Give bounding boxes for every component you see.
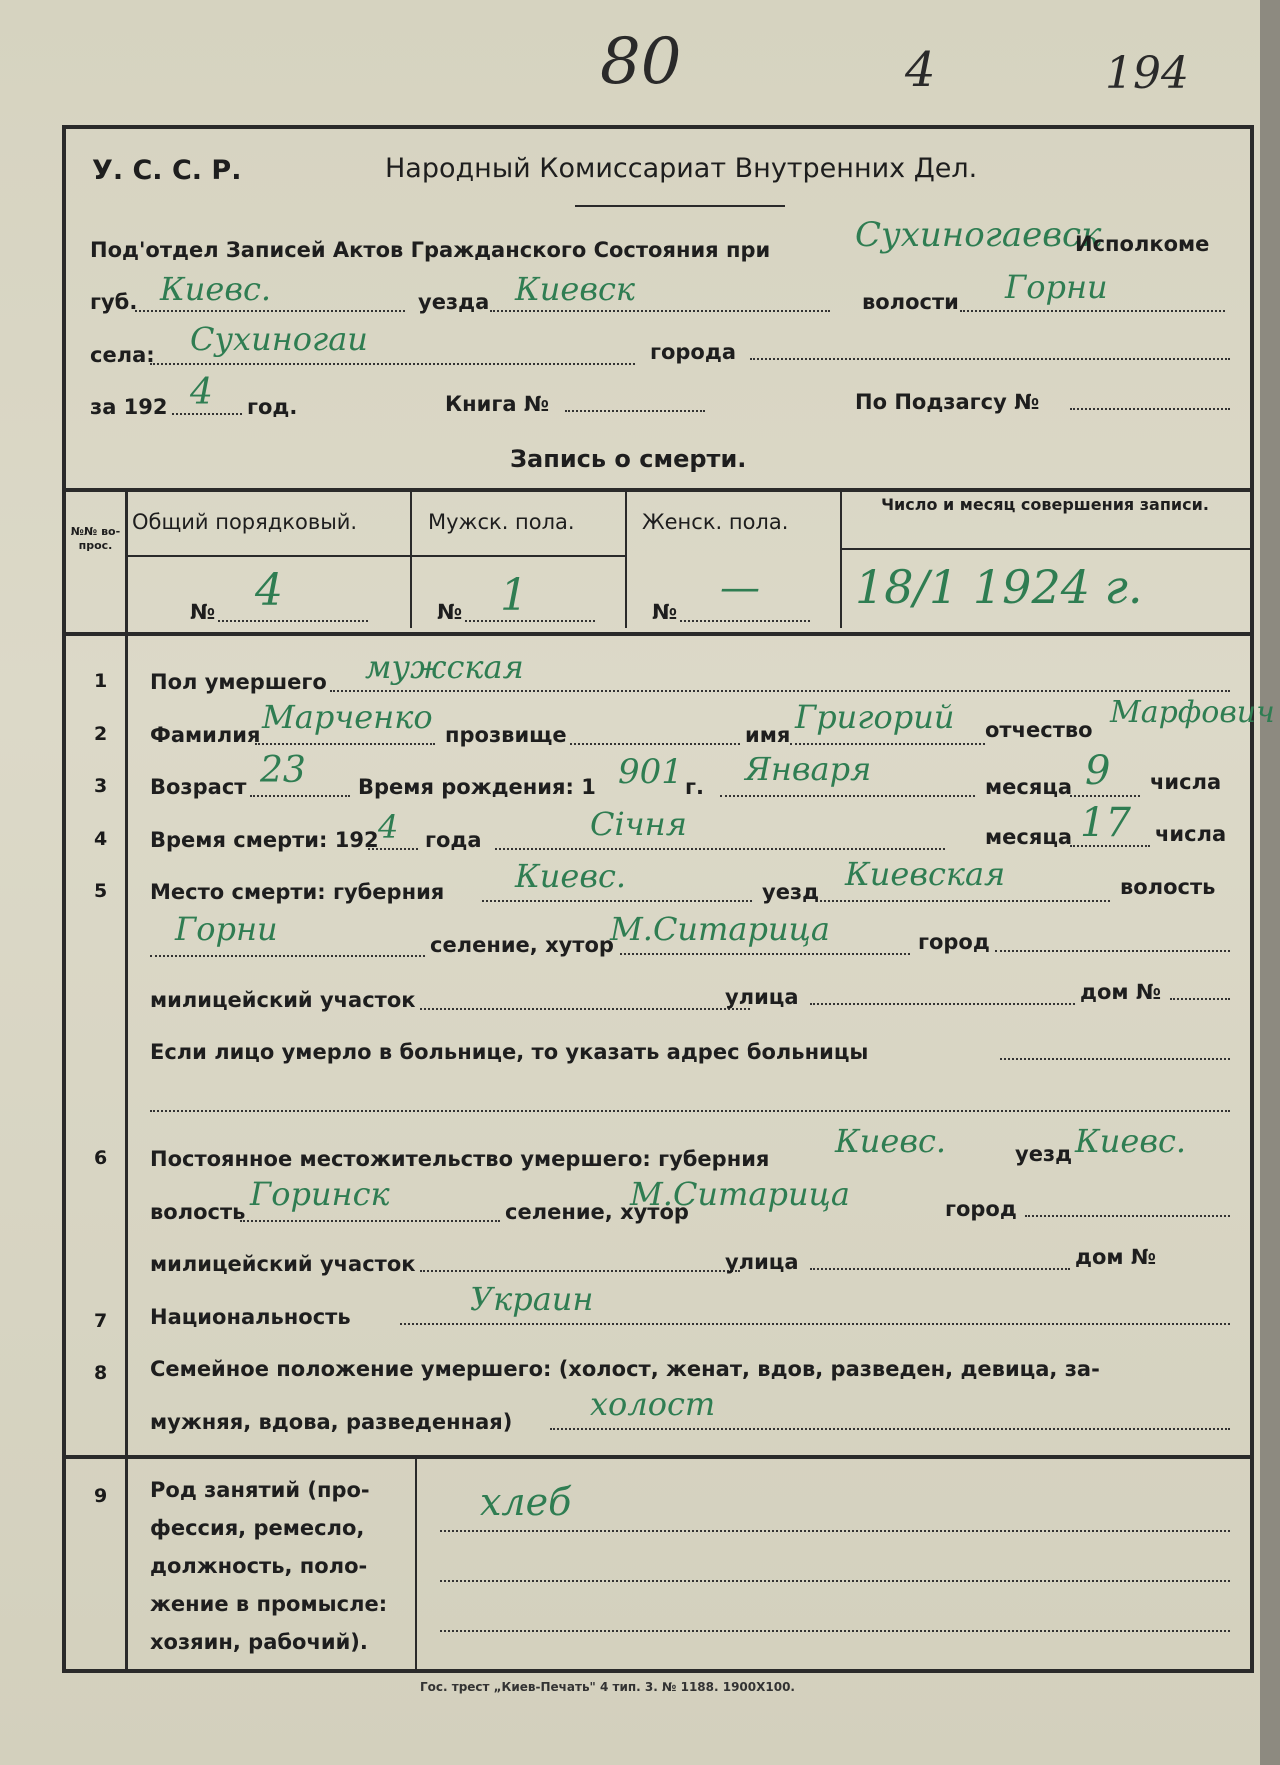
birth-g-label: г. xyxy=(685,775,704,799)
nickname-label: прозвище xyxy=(445,723,567,747)
death-gub-hw: Киевс. xyxy=(515,857,627,895)
row-number: 6 xyxy=(94,1147,108,1169)
death-volost-hw: Горни xyxy=(175,910,278,948)
gorod-label: города xyxy=(650,340,736,364)
header-divider xyxy=(575,205,785,207)
residence-street-label: улица xyxy=(725,1250,799,1274)
ispolkom-label: Исполкоме xyxy=(1075,232,1210,256)
column-male-label: Мужск. пола. xyxy=(428,510,575,534)
death-day-label: числа xyxy=(1155,822,1227,846)
death-month-hw: Січня xyxy=(590,805,687,843)
gub-hw: Киевс. xyxy=(160,270,272,308)
subdept-label: Под'отдел Записей Актов Гражданского Состояния при xyxy=(90,238,771,262)
row-number: 4 xyxy=(94,828,108,850)
death-uezd-hw: Киевская xyxy=(845,855,1006,893)
occupation-label-1: Род занятий (про- xyxy=(150,1478,370,1502)
occupation-label-5: хозяин, рабочий). xyxy=(150,1630,368,1654)
archive-number-middle: 4 xyxy=(905,42,936,98)
death-volost-label: волость xyxy=(1120,875,1216,899)
general-no-hw: 4 xyxy=(255,565,283,616)
row-number: 1 xyxy=(94,670,108,692)
female-no-hw: — xyxy=(720,565,760,611)
selo-hw: Сухиногаи xyxy=(190,320,368,358)
age-label: Возраст xyxy=(150,775,247,799)
death-day-hw: 17 xyxy=(1080,800,1131,846)
birth-year-hw: 901 xyxy=(618,752,683,792)
column-female-label: Женск. пола. xyxy=(642,510,789,534)
residence-selenie-hw: М.Ситарица xyxy=(630,1175,850,1213)
general-no-label: № xyxy=(190,600,216,624)
death-militia-label: милицейский участок xyxy=(150,988,416,1012)
record-title: Запись о смерти. xyxy=(510,445,747,473)
year-label: за 192 xyxy=(90,395,168,419)
row-number: 9 xyxy=(94,1485,108,1507)
birth-day-hw: 9 xyxy=(1085,748,1111,794)
gub-label: губ. xyxy=(90,290,138,314)
column-general-label: Общий порядковый. xyxy=(132,510,358,534)
residence-label: Постоянное местожительство умершего: губерния xyxy=(150,1147,770,1171)
male-no-label: № xyxy=(437,600,463,624)
column-date-label: Число и месяц совершения записи. xyxy=(881,495,1209,514)
column-q-label: №№ во-прос. xyxy=(70,525,121,552)
death-uezd-label: уезд xyxy=(762,880,820,904)
row-number: 2 xyxy=(94,723,108,745)
death-month-label: месяца xyxy=(985,825,1073,849)
death-street-label: улица xyxy=(725,985,799,1009)
ispolkom-name-hw: Сухиногаевск xyxy=(855,215,1102,255)
death-selenie-hw: М.Ситарица xyxy=(610,910,830,948)
death-year-label: года xyxy=(425,828,482,852)
uezd-hw: Киевск xyxy=(515,270,635,308)
residence-uezd-hw: Киевс. xyxy=(1075,1122,1187,1160)
surname-label: Фамилия xyxy=(150,723,261,747)
page-edge xyxy=(1260,0,1280,1765)
surname-hw: Марченко xyxy=(262,698,433,736)
marital-label-line2: мужняя, вдова, разведенная) xyxy=(150,1410,513,1434)
row-number: 5 xyxy=(94,880,108,902)
death-house-label: дом № xyxy=(1080,980,1162,1004)
male-no-hw: 1 xyxy=(500,570,528,621)
age-hw: 23 xyxy=(260,750,306,791)
marital-label-line1: Семейное положение умершего: (холост, женат, вдов, разведен, девица, за- xyxy=(150,1357,1100,1381)
occupation-label-3: должность, поло- xyxy=(150,1554,368,1578)
archive-number-right: 194 xyxy=(1105,48,1189,99)
patronymic-label: отчество xyxy=(985,718,1093,742)
row-number: 7 xyxy=(94,1310,108,1332)
commissariat-label: Народный Комиссариат Внутренних Дел. xyxy=(385,153,978,184)
birth-month-hw: Января xyxy=(745,750,872,788)
selo-label: села: xyxy=(90,343,155,367)
birth-label: Время рождения: 1 xyxy=(358,775,596,799)
print-footer: Гос. трест „Киев-Печать" 4 тип. 3. № 1188. 1900Х100. xyxy=(420,1680,795,1694)
death-selenie-label: селение, хутор xyxy=(430,933,614,957)
nationality-hw: Украин xyxy=(470,1280,594,1318)
year-suffix: год. xyxy=(247,395,298,419)
residence-volost-hw: Горинск xyxy=(250,1175,390,1213)
name-label: имя xyxy=(745,723,791,747)
hospital-label: Если лицо умерло в больнице, то указать адрес больницы xyxy=(150,1040,869,1064)
archive-number-left: 80 xyxy=(600,25,682,99)
residence-selenie-label: селение, хутор xyxy=(505,1200,689,1224)
podzags-label: По Подзагсу № xyxy=(855,390,1040,414)
residence-militia-label: милицейский участок xyxy=(150,1252,416,1276)
female-no-label: № xyxy=(652,600,678,624)
year-digit-hw: 4 xyxy=(190,372,213,413)
name-hw: Григорий xyxy=(795,698,955,736)
row-number: 3 xyxy=(94,775,108,797)
patronymic-hw: Марфович xyxy=(1110,695,1275,730)
occupation-hw: хлеб xyxy=(480,1480,572,1524)
death-gorod-label: город xyxy=(918,930,990,954)
death-label: Время смерти: 192 xyxy=(150,828,379,852)
residence-uezd-label: уезд xyxy=(1015,1142,1073,1166)
nationality-label: Национальность xyxy=(150,1305,351,1329)
record-date-hw: 18/1 1924 г. xyxy=(855,560,1143,614)
residence-gub-hw: Киевс. xyxy=(835,1122,947,1160)
residence-house-label: дом № xyxy=(1075,1245,1157,1269)
occupation-label-2: фессия, ремесло, xyxy=(150,1516,365,1540)
row-number: 8 xyxy=(94,1362,108,1384)
marital-hw: холост xyxy=(590,1385,716,1423)
birth-month-label: месяца xyxy=(985,775,1073,799)
book-label: Книга № xyxy=(445,392,550,416)
country-label: У. С. С. Р. xyxy=(92,155,242,186)
sex-hw: мужская xyxy=(365,648,524,686)
death-year-hw: 4 xyxy=(378,808,399,846)
occupation-label-4: жение в промысле: xyxy=(150,1592,388,1616)
death-place-label: Место смерти: губерния xyxy=(150,880,445,904)
birth-day-label: числа xyxy=(1150,770,1222,794)
uezd-label: уезда xyxy=(418,290,490,314)
residence-volost-label: волость xyxy=(150,1200,246,1224)
volost-label: волости xyxy=(862,290,959,314)
residence-gorod-label: город xyxy=(945,1197,1017,1221)
volost-hw: Горни xyxy=(1005,268,1108,306)
sex-label: Пол умершего xyxy=(150,670,327,694)
